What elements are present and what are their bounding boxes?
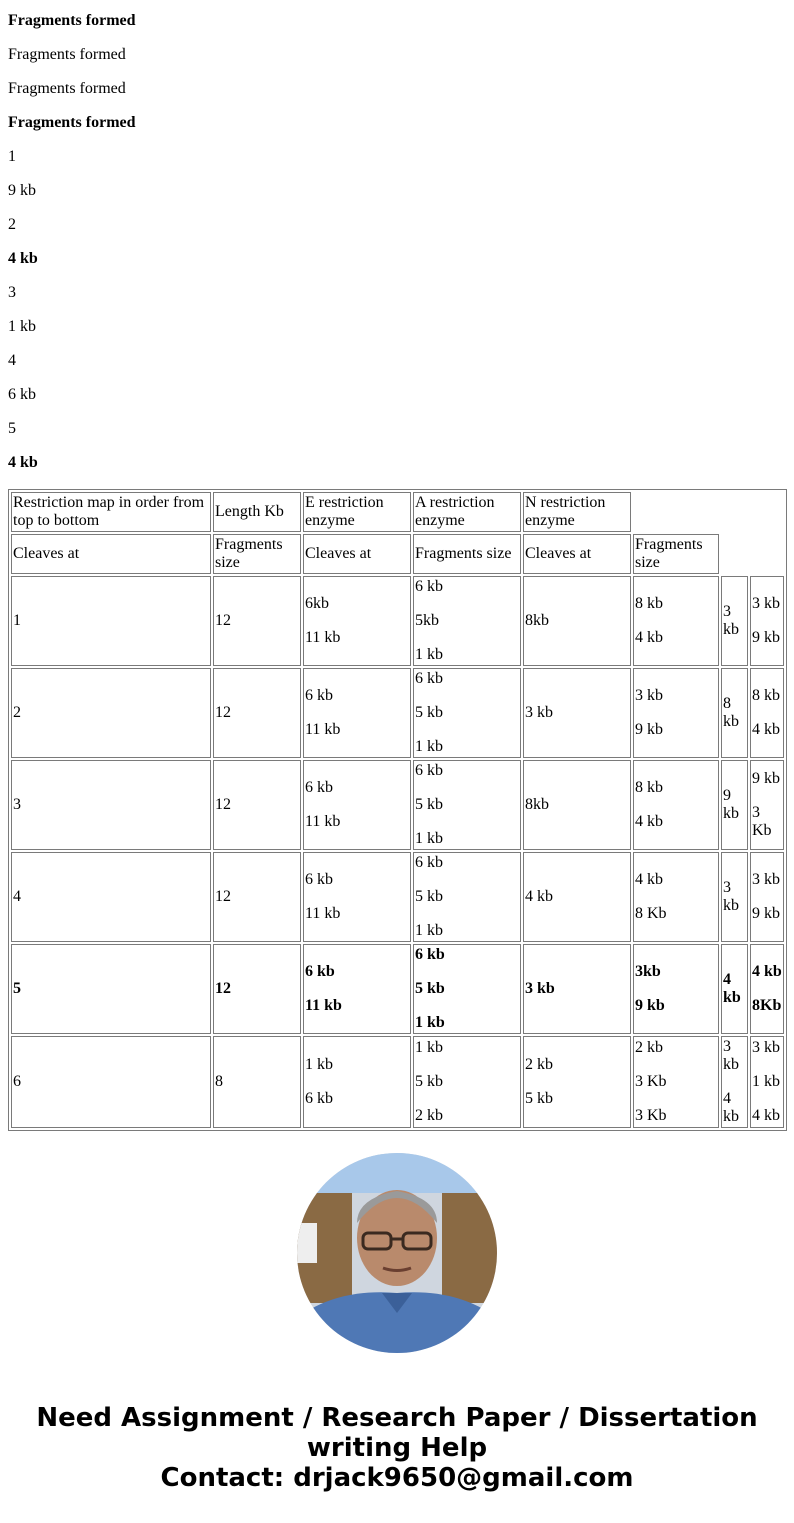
e-cleaves-cell-value: 11 kb xyxy=(305,629,341,646)
length-cell: 12 xyxy=(213,668,301,758)
table-row xyxy=(11,576,784,666)
n-cleaves-cell xyxy=(721,576,748,666)
a-cleaves-cell-value: 5 kb xyxy=(525,1090,553,1107)
e-fragments-cell xyxy=(413,576,521,666)
text-paragraph: Fragments formed xyxy=(8,80,126,97)
e-fragments-cell-value: 6 kb xyxy=(415,762,443,779)
e-cleaves-cell xyxy=(303,944,411,1034)
header-empty-cell xyxy=(633,492,784,532)
a-fragments-cell-value: 2 kb xyxy=(635,1039,663,1056)
e-cleaves-cell-value: 6 kb xyxy=(305,687,333,704)
e-fragments-cell-value: 6 kb xyxy=(415,670,443,687)
e-cleaves-cell xyxy=(303,760,411,850)
a-cleaves-cell-value: 3 kb xyxy=(525,704,553,721)
e-cleaves-cell-value: 11 kb xyxy=(305,905,341,922)
a-cleaves-cell-value: 2 kb xyxy=(525,1056,553,1073)
table-row xyxy=(11,944,784,1034)
n-fragments-cell xyxy=(750,852,784,942)
e-cleaves-cell-value: 11 kb xyxy=(305,813,341,830)
author-photo xyxy=(297,1153,497,1353)
a-cleaves-cell xyxy=(523,760,631,850)
header-e-enzyme: E restriction enzyme xyxy=(303,492,411,532)
a-fragments-cell-value: 3 kb xyxy=(635,687,663,704)
header-restriction-map: Restriction map in order from top to bottom xyxy=(11,492,211,532)
e-fragments-cell-value: 2 kb xyxy=(415,1107,443,1124)
n-fragments-cell xyxy=(750,576,784,666)
e-fragments-cell-value: 6 kb xyxy=(415,578,443,595)
a-fragments-cell xyxy=(633,668,719,758)
subheader-cleaves-at: Cleaves at xyxy=(303,534,411,574)
e-fragments-cell-value: 1 kb xyxy=(415,830,443,847)
subheader-fragments-size: Fragments size xyxy=(213,534,301,574)
a-fragments-cell-value: 3 Kb xyxy=(635,1073,667,1090)
header-length: Length Kb xyxy=(213,492,301,532)
n-cleaves-cell xyxy=(721,852,748,942)
n-cleaves-cell-value: 9 kb xyxy=(723,787,739,822)
subheader-fragments-size: Fragments size xyxy=(413,534,521,574)
n-fragments-cell-value: 8 kb xyxy=(752,687,780,704)
n-cleaves-cell xyxy=(721,1036,748,1128)
row-index-cell: 6 xyxy=(11,1036,211,1128)
n-fragments-cell xyxy=(750,760,784,850)
table-row xyxy=(11,760,784,850)
n-cleaves-cell-value: 4 kb xyxy=(723,1090,739,1125)
a-fragments-cell-value: 9 kb xyxy=(635,721,663,738)
a-cleaves-cell-value: 4 kb xyxy=(525,888,553,905)
text-paragraph: 1 xyxy=(8,148,16,165)
row-index-cell: 1 xyxy=(11,576,211,666)
subheader-cleaves-at: Cleaves at xyxy=(11,534,211,574)
e-fragments-cell-value: 5 kb xyxy=(415,796,443,813)
n-cleaves-cell-value: 3 kb xyxy=(723,603,739,638)
e-cleaves-cell-value: 6 kb xyxy=(305,871,333,888)
e-cleaves-cell-value: 1 kb xyxy=(305,1056,333,1073)
row-index-cell: 3 xyxy=(11,760,211,850)
e-cleaves-cell xyxy=(303,576,411,666)
e-fragments-cell-value: 5kb xyxy=(415,612,439,629)
a-fragments-cell xyxy=(633,852,719,942)
text-paragraph: Fragments formed xyxy=(8,114,136,131)
a-cleaves-cell xyxy=(523,944,631,1034)
subheader-empty-cell xyxy=(721,534,784,574)
e-cleaves-cell-value: 6 kb xyxy=(305,963,335,980)
text-paragraph: 2 xyxy=(8,216,16,233)
row-index-cell: 5 xyxy=(11,944,211,1034)
table-row xyxy=(11,668,784,758)
a-fragments-cell-value: 8 kb xyxy=(635,779,663,796)
a-fragments-cell-value: 4 kb xyxy=(635,813,663,830)
e-fragments-cell-value: 1 kb xyxy=(415,738,443,755)
cta-line-2: writing Help xyxy=(306,1433,488,1463)
e-cleaves-cell xyxy=(303,668,411,758)
length-cell: 12 xyxy=(213,576,301,666)
e-cleaves-cell xyxy=(303,1036,411,1128)
e-fragments-cell-value: 5 kb xyxy=(415,704,443,721)
text-paragraph: 4 kb xyxy=(8,250,38,267)
e-fragments-cell-value: 6 kb xyxy=(415,854,443,871)
a-fragments-cell-value: 3kb xyxy=(635,963,661,980)
text-paragraph: 9 kb xyxy=(8,182,36,199)
subheader-fragments-size: Fragments size xyxy=(633,534,719,574)
n-fragments-cell-value: 3 Kb xyxy=(752,804,772,839)
e-fragments-cell-value: 1 kb xyxy=(415,922,443,939)
e-fragments-cell-value: 5 kb xyxy=(415,980,445,997)
a-cleaves-cell xyxy=(523,668,631,758)
a-fragments-cell xyxy=(633,576,719,666)
n-fragments-cell-value: 4 kb xyxy=(752,721,780,738)
text-paragraph: 1 kb xyxy=(8,318,36,335)
text-paragraph: 5 xyxy=(8,420,16,437)
e-cleaves-cell-value: 6kb xyxy=(305,595,329,612)
call-to-action xyxy=(0,1403,794,1493)
length-cell: 12 xyxy=(213,852,301,942)
e-cleaves-cell-value: 11 kb xyxy=(305,997,342,1014)
e-cleaves-cell-value: 6 kb xyxy=(305,779,333,796)
e-cleaves-cell xyxy=(303,852,411,942)
subheader-cleaves-at: Cleaves at xyxy=(523,534,631,574)
text-paragraph: 4 kb xyxy=(8,454,38,471)
a-cleaves-cell xyxy=(523,576,631,666)
table-subheader-row xyxy=(11,534,784,574)
n-fragments-cell xyxy=(750,668,784,758)
n-fragments-cell-value: 9 kb xyxy=(752,770,780,787)
person-portrait-icon xyxy=(297,1153,497,1353)
n-fragments-cell-value: 1 kb xyxy=(752,1073,780,1090)
cta-line-3: Contact: drjack9650@gmail.com xyxy=(160,1463,634,1493)
e-fragments-cell-value: 1 kb xyxy=(415,646,443,663)
length-cell: 12 xyxy=(213,760,301,850)
a-fragments-cell-value: 3 Kb xyxy=(635,1107,667,1124)
header-a-enzyme: A restriction enzyme xyxy=(413,492,521,532)
length-cell: 12 xyxy=(213,944,301,1034)
cta-line-1: Need Assignment / Research Paper / Dissertation xyxy=(36,1403,758,1433)
text-paragraph: Fragments formed xyxy=(8,12,136,29)
n-cleaves-cell xyxy=(721,760,748,850)
e-fragments-cell xyxy=(413,944,521,1034)
n-cleaves-cell-value: 3 kb xyxy=(723,1038,739,1073)
table-header-row xyxy=(11,492,784,532)
e-cleaves-cell-value: 6 kb xyxy=(305,1090,333,1107)
n-fragments-cell-value: 3 kb xyxy=(752,595,780,612)
a-fragments-cell-value: 9 kb xyxy=(635,997,665,1014)
text-paragraph: 4 xyxy=(8,352,16,369)
text-paragraph: 6 kb xyxy=(8,386,36,403)
row-index-cell: 4 xyxy=(11,852,211,942)
n-fragments-cell-value: 4 kb xyxy=(752,963,782,980)
e-fragments-cell xyxy=(413,852,521,942)
e-fragments-cell-value: 5 kb xyxy=(415,888,443,905)
a-fragments-cell xyxy=(633,944,719,1034)
n-fragments-cell-value: 9 kb xyxy=(752,629,780,646)
n-fragments-cell-value: 3 kb xyxy=(752,1039,780,1056)
n-fragments-cell xyxy=(750,1036,784,1128)
a-fragments-cell-value: 8 Kb xyxy=(635,905,667,922)
n-fragments-cell-value: 4 kb xyxy=(752,1107,780,1124)
n-cleaves-cell xyxy=(721,668,748,758)
a-cleaves-cell xyxy=(523,1036,631,1128)
e-cleaves-cell-value: 11 kb xyxy=(305,721,341,738)
a-fragments-cell-value: 4 kb xyxy=(635,871,663,888)
n-fragments-cell-value: 9 kb xyxy=(752,905,780,922)
n-fragments-cell-value: 3 kb xyxy=(752,871,780,888)
a-cleaves-cell-value: 8kb xyxy=(525,612,549,629)
e-fragments-cell-value: 6 kb xyxy=(415,946,445,963)
e-fragments-cell-value: 5 kb xyxy=(415,1073,443,1090)
text-paragraph: Fragments formed xyxy=(8,46,126,63)
a-fragments-cell xyxy=(633,760,719,850)
fragments-text-block xyxy=(8,0,786,476)
e-fragments-cell xyxy=(413,760,521,850)
row-index-cell: 2 xyxy=(11,668,211,758)
e-fragments-cell-value: 1 kb xyxy=(415,1014,445,1031)
e-fragments-cell xyxy=(413,1036,521,1128)
n-fragments-cell xyxy=(750,944,784,1034)
a-cleaves-cell-value: 8kb xyxy=(525,796,549,813)
n-cleaves-cell-value: 3 kb xyxy=(723,879,739,914)
table-row xyxy=(11,1036,784,1128)
text-paragraph: 3 xyxy=(8,284,16,301)
a-fragments-cell-value: 8 kb xyxy=(635,595,663,612)
a-fragments-cell-value: 4 kb xyxy=(635,629,663,646)
n-fragments-cell-value: 8Kb xyxy=(752,997,782,1014)
a-fragments-cell xyxy=(633,1036,719,1128)
table-row xyxy=(11,852,784,942)
e-fragments-cell xyxy=(413,668,521,758)
n-cleaves-cell-value: 8 kb xyxy=(723,695,739,730)
e-fragments-cell-value: 1 kb xyxy=(415,1039,443,1056)
a-cleaves-cell-value: 3 kb xyxy=(525,980,555,997)
a-cleaves-cell xyxy=(523,852,631,942)
restriction-map-table xyxy=(8,489,787,1131)
n-cleaves-cell xyxy=(721,944,748,1034)
header-n-enzyme: N restriction enzyme xyxy=(523,492,631,532)
n-cleaves-cell-value: 4 kb xyxy=(723,971,741,1006)
length-cell: 8 xyxy=(213,1036,301,1128)
